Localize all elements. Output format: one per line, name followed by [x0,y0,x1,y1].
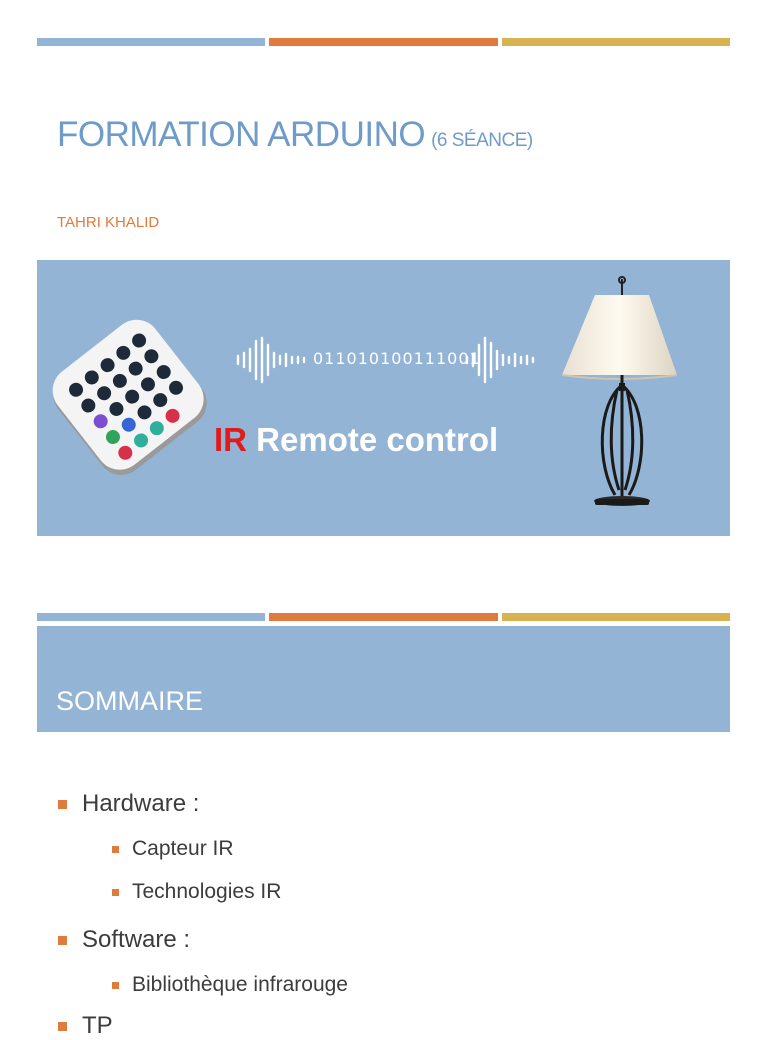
list-subitem-label: Technologies IR [132,880,282,903]
list-item [82,790,199,818]
list-subitem [132,973,348,997]
accent-bar-orange [269,38,497,46]
list-subitem [132,837,234,861]
signal-wave-left-icon [235,335,315,385]
bullet-square-icon [58,1022,67,1031]
accent-bar-gold [502,38,730,46]
lamp-icon [557,275,687,515]
bullet-square-icon [112,889,119,896]
bullet-square-icon [112,982,119,989]
list-item-label: TP [82,1012,113,1039]
slide2-title: SOMMAIRE [56,686,204,716]
banner-title [214,421,498,459]
accent-bar-orange [269,613,497,621]
list-item-label: Hardware : [82,790,200,817]
list-subitem-label: Bibliothèque infrarouge [132,973,348,996]
bullet-square-icon [58,800,67,809]
slide-title-main: FORMATION ARDUINO [57,115,426,154]
bullet-square-icon [112,846,119,853]
slide-title-sub: (6 SÉANCE) [431,130,533,151]
bullet-square-icon [58,936,67,945]
accent-bar-blue [37,38,265,46]
accent-bars-slide2 [37,613,730,621]
ir-remote-banner [37,260,730,536]
list-item [82,926,190,954]
list-item-label: Software : [82,926,191,953]
accent-bars-top [37,38,730,46]
accent-bar-blue [37,613,265,621]
list-subitem [132,880,281,904]
binary-signal-text: 011010100111001 [313,349,481,368]
remote-control-icon [45,315,225,480]
list-subitem-label: Capteur IR [132,837,234,860]
banner-title-rest: Remote control [247,421,499,458]
accent-bar-gold [502,613,730,621]
slide-title [57,115,533,155]
slide2-header [37,626,730,732]
list-item [82,1012,113,1040]
banner-title-ir: IR [214,421,247,458]
author-name: TAHRI KHALID [57,214,160,231]
